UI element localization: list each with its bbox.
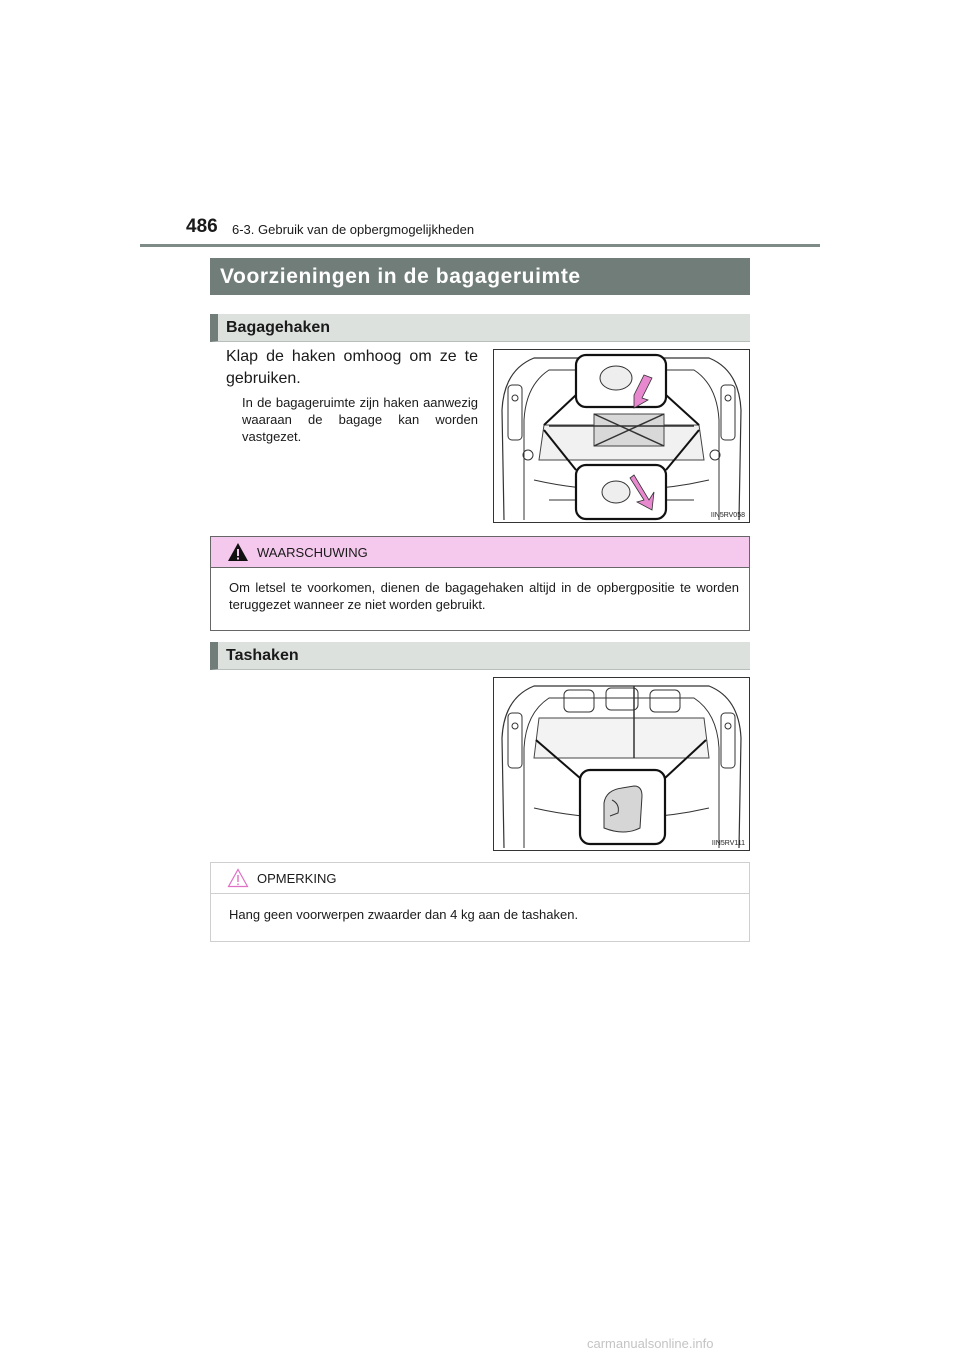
warning-box <box>210 536 750 631</box>
page-number: 486 <box>186 216 218 237</box>
caution-outline-icon <box>227 868 249 888</box>
section-title: Voorzieningen in de bagageruimte <box>210 258 750 295</box>
header-divider <box>140 244 820 247</box>
notice-heading: OPMERKING <box>257 870 337 886</box>
warning-triangle-icon <box>227 542 249 562</box>
warning-heading: WAARSCHUWING <box>257 544 368 560</box>
luggage-hooks-illustration <box>493 349 750 523</box>
bag-hooks-illustration <box>493 677 750 851</box>
car-trunk-bag-hook-drawing <box>494 678 749 850</box>
watermark: carmanualsonline.info <box>587 1336 714 1351</box>
warning-header <box>211 537 749 568</box>
subheading-bagagehaken: Bagagehaken <box>210 314 750 342</box>
figure-code: IIN5RV058 <box>710 512 745 519</box>
section-reference: 6-3. Gebruik van de opbergmogelijkheden <box>232 222 475 237</box>
notice-box <box>210 862 750 942</box>
car-trunk-hooks-drawing <box>494 350 749 522</box>
figure-code: IIN5RV111 <box>711 840 745 847</box>
notice-header <box>211 863 749 894</box>
hooks-note-text: In de bagageruimte zijn haken aanwezig waaraan de bagage kan worden vastgezet. <box>242 395 478 444</box>
instruction-text: Klap de haken omhoog om ze te gebruiken. <box>226 348 478 387</box>
notice-text: Hang geen voorwerpen zwaarder dan 4 kg aan de tashaken. <box>229 907 579 922</box>
subheading-tashaken: Tashaken <box>210 642 750 670</box>
warning-text: Om letsel te voorkomen, dienen de bagagehaken altijd in de opbergpositie te worden teruggezet wanneer ze niet worden gebruikt. <box>229 580 739 612</box>
